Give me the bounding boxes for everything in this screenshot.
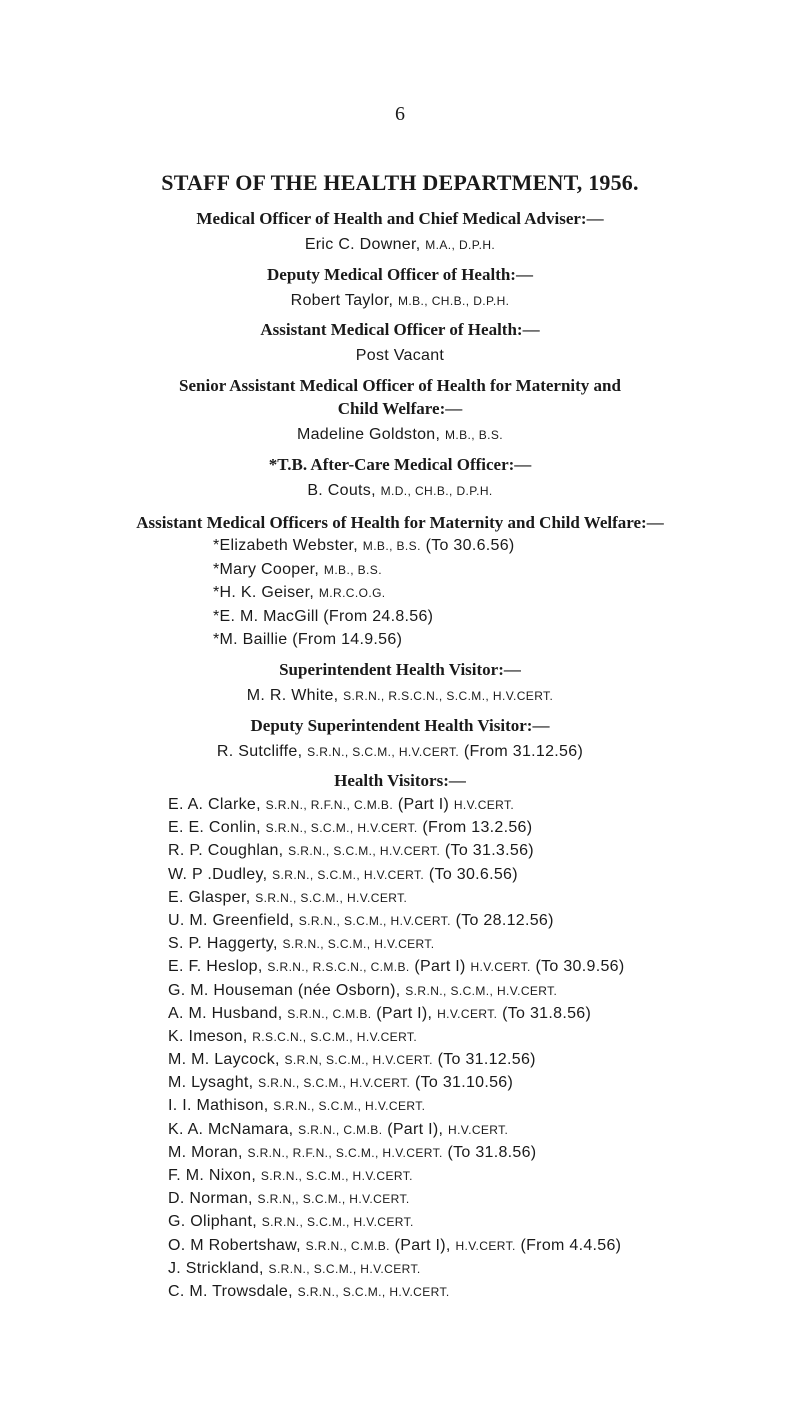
officer-name: E. A. Clarke,	[168, 796, 261, 813]
list-item	[213, 581, 515, 605]
date-note: (To 31.8.56)	[447, 1143, 537, 1161]
part-note: (Part I)	[414, 958, 466, 976]
list-item	[168, 1187, 624, 1210]
officer-qualifications: M.A., D.P.H.	[425, 238, 496, 252]
date-note: (To 30.6.56)	[428, 865, 518, 883]
section-tb-aftercare	[0, 453, 800, 502]
assistant-list	[213, 534, 515, 652]
officer-name: G. M. Houseman (née Osborn),	[168, 981, 401, 999]
officer-qualifications: S.R.N., S.C.M., H.V.CERT.	[288, 844, 441, 859]
officer-name: M. M. Laycock,	[168, 1051, 280, 1069]
list-item	[168, 1141, 624, 1164]
section-heading: Senior Assistant Medical Officer of Health for Maternity and	[179, 376, 621, 395]
officer-qualifications: R.S.C.N., S.C.M., H.V.CERT.	[252, 1029, 418, 1044]
section-heading: Deputy Medical Officer of Health:—	[267, 265, 533, 284]
officer-name: *M. Baillie	[213, 631, 288, 649]
officer-qualifications: M.R.C.O.G.	[318, 586, 386, 601]
list-item	[168, 955, 624, 978]
list-item	[168, 1002, 624, 1025]
officer-qualifications: S.R.N., C.M.B.	[287, 1006, 372, 1021]
officer-name: W. P .Dudley,	[168, 865, 268, 883]
health-visitor-list	[168, 793, 624, 1303]
section-heading: Assistant Medical Officer of Health:—	[260, 320, 540, 339]
officer-qualifications: S.R.N., R.F.N., C.M.B.	[265, 798, 394, 812]
officer-qualifications-extra: H.V.CERT.	[453, 798, 515, 812]
officer-qualifications: S.R.N., S.C.M., H.V.CERT.	[255, 890, 408, 905]
officer-name: F. M. Nixon,	[168, 1167, 257, 1184]
date-note: (From 14.9.56)	[292, 631, 403, 649]
officer-qualifications: M.B., B.S.	[445, 428, 504, 442]
date-note: (To 28.12.56)	[455, 911, 554, 929]
list-item	[168, 886, 624, 909]
officer-name: O. M Robertshaw,	[168, 1236, 301, 1254]
officer-qualifications: S.R.N., R.S.C.N., S.C.M., H.V.CERT.	[343, 689, 554, 703]
officer-name: M. Moran,	[168, 1143, 243, 1161]
date-note: (To 31.3.56)	[444, 842, 534, 860]
list-item	[168, 816, 624, 839]
list-item	[168, 839, 624, 862]
list-item	[168, 863, 624, 886]
part-note: (Part I),	[394, 1236, 451, 1254]
officer-name: Post Vacant	[355, 347, 445, 364]
date-note: (From 31.12.56)	[463, 743, 584, 760]
list-item	[168, 1094, 624, 1117]
part-note: (Part I),	[387, 1120, 444, 1138]
section-deputy-superintendent	[0, 714, 800, 763]
officer-qualifications-extra: H.V.CERT.	[455, 1238, 516, 1253]
section-heading: Superintendent Health Visitor:—	[279, 660, 521, 679]
list-item	[168, 1071, 624, 1094]
section-moh	[0, 207, 800, 256]
page-title: STAFF OF THE HEALTH DEPARTMENT, 1956.	[161, 170, 639, 195]
date-note: (From 4.4.56)	[520, 1236, 622, 1254]
officer-entry	[0, 290, 800, 312]
officer-name: *Elizabeth Webster,	[213, 537, 359, 554]
date-note: (To 30.9.56)	[535, 958, 625, 976]
list-item	[168, 979, 624, 1002]
officer-qualifications: M.B., B.S.	[362, 539, 421, 553]
officer-entry	[0, 234, 800, 256]
officer-name: S. P. Haggerty,	[168, 935, 278, 953]
officer-name: E. E. Conlin,	[168, 819, 261, 837]
officer-qualifications: S.R.N., S.C.M., H.V.CERT.	[298, 913, 451, 928]
officer-name: E. F. Heslop,	[168, 958, 263, 976]
officer-name: M. Lysaght,	[168, 1074, 254, 1092]
officer-name: J. Strickland,	[168, 1259, 264, 1277]
officer-qualifications: S.R.N., S.C.M., H.V.CERT.	[265, 821, 418, 836]
officer-qualifications: S.R.N., R.F.N., S.C.M., H.V.CERT.	[247, 1145, 443, 1160]
list-item	[168, 1210, 624, 1233]
officer-qualifications: S.R.N., S.C.M., H.V.CERT.	[268, 1261, 421, 1276]
officer-entry	[0, 741, 800, 763]
officer-qualifications: S.R.N., S.C.M., H.V.CERT.	[273, 1099, 426, 1114]
section-assistant-mch	[0, 511, 800, 534]
officer-qualifications: S.R.N., S.C.M., H.V.CERT.	[272, 867, 425, 882]
officer-qualifications: S.R.N., S.C.M., H.V.CERT.	[258, 1076, 411, 1091]
officer-qualifications: M.B., CH.B., D.P.H.	[397, 294, 510, 308]
date-note: (To 31.10.56)	[414, 1074, 514, 1092]
officer-name: E. Glasper,	[168, 888, 251, 906]
officer-qualifications: M.D., CH.B., D.P.H.	[380, 484, 493, 498]
officer-name: *H. K. Geiser,	[213, 584, 315, 602]
list-item	[168, 1025, 624, 1048]
date-note: (From 24.8.56)	[323, 607, 434, 625]
section-heading: Assistant Medical Officers of Health for Maternity and Child Welfare:—	[136, 513, 664, 532]
officer-qualifications: S.R.N, S.C.M., H.V.CERT.	[284, 1053, 433, 1068]
officer-name: G. Oliphant,	[168, 1213, 257, 1231]
list-item	[213, 558, 515, 582]
date-note: (To 30.6.56)	[425, 537, 515, 554]
part-note: (Part I)	[397, 796, 450, 813]
date-note: (To 31.12.56)	[437, 1051, 536, 1069]
officer-name: Robert Taylor,	[290, 292, 394, 309]
section-heading: Health Visitors:—	[334, 771, 466, 790]
list-item	[213, 534, 515, 558]
officer-qualifications: S.R.N., C.M.B.	[305, 1238, 390, 1253]
officer-name: M. R. White,	[246, 687, 339, 704]
officer-name: A. M. Husband,	[168, 1004, 283, 1022]
part-note: (Part I),	[376, 1004, 433, 1022]
list-item	[213, 605, 515, 629]
officer-qualifications-extra: H.V.CERT.	[448, 1122, 509, 1137]
officer-qualifications-extra: H.V.CERT.	[470, 960, 531, 975]
list-item	[213, 628, 515, 652]
officer-name: R. P. Coughlan,	[168, 842, 284, 860]
officer-name: K. Imeson,	[168, 1027, 248, 1045]
list-item	[168, 909, 624, 932]
officer-qualifications-extra: H.V.CERT.	[437, 1006, 498, 1021]
officer-qualifications: S.R.N., S.C.M., H.V.CERT.	[405, 983, 558, 998]
list-item	[168, 1280, 624, 1303]
officer-qualifications: M.B., B.S.	[323, 562, 382, 577]
officer-qualifications: S.R.N., S.C.M., H.V.CERT.	[261, 1215, 414, 1230]
section-deputy-moh	[0, 263, 800, 312]
officer-entry	[0, 345, 800, 367]
officer-qualifications: S.R.N., S.C.M., H.V.CERT.	[307, 745, 460, 759]
officer-name: U. M. Greenfield,	[168, 911, 295, 929]
list-item	[168, 1164, 624, 1187]
officer-name: K. A. McNamara,	[168, 1120, 294, 1138]
officer-name: *E. M. MacGill	[213, 607, 319, 625]
date-note: (From 13.2.56)	[422, 819, 533, 837]
officer-entry	[0, 424, 800, 446]
officer-qualifications: S.R.N,, S.C.M., H.V.CERT.	[257, 1192, 410, 1207]
section-heading: *T.B. After-Care Medical Officer:—	[268, 455, 532, 474]
officer-qualifications: S.R.N., S.C.M., H.V.CERT.	[297, 1284, 450, 1299]
officer-name: Eric C. Downer,	[304, 236, 421, 253]
list-item	[168, 1234, 624, 1257]
list-item	[168, 1257, 624, 1280]
officer-name: B. Couts,	[307, 482, 376, 499]
section-health-visitors	[0, 769, 800, 792]
date-note: (To 31.8.56)	[502, 1004, 592, 1022]
officer-qualifications: S.R.N., S.C.M., H.V.CERT.	[260, 1169, 413, 1183]
officer-qualifications: S.R.N., C.M.B.	[298, 1122, 383, 1137]
officer-qualifications: S.R.N., S.C.M., H.V.CERT.	[282, 937, 435, 952]
section-senior-assistant	[0, 374, 800, 446]
section-superintendent	[0, 658, 800, 707]
officer-entry	[0, 480, 800, 502]
officer-name: Madeline Goldston,	[296, 426, 441, 443]
page-number: 6	[395, 103, 405, 125]
officer-qualifications: S.R.N., R.S.C.N., C.M.B.	[267, 960, 410, 975]
list-item	[168, 1048, 624, 1071]
section-assistant-moh	[0, 318, 800, 367]
officer-name: *Mary Cooper,	[213, 560, 320, 578]
officer-name: D. Norman,	[168, 1190, 253, 1208]
officer-name: R. Sutcliffe,	[216, 743, 303, 760]
list-item	[168, 932, 624, 955]
list-item	[168, 1118, 624, 1141]
list-item	[168, 793, 624, 816]
officer-name: I. I. Mathison,	[168, 1097, 269, 1115]
section-heading: Deputy Superintendent Health Visitor:—	[250, 716, 550, 735]
officer-name: C. M. Trowsdale,	[168, 1282, 293, 1300]
section-heading-continued: Child Welfare:—	[337, 399, 463, 418]
section-heading: Medical Officer of Health and Chief Medical Adviser:—	[196, 209, 604, 228]
officer-entry	[0, 685, 800, 707]
